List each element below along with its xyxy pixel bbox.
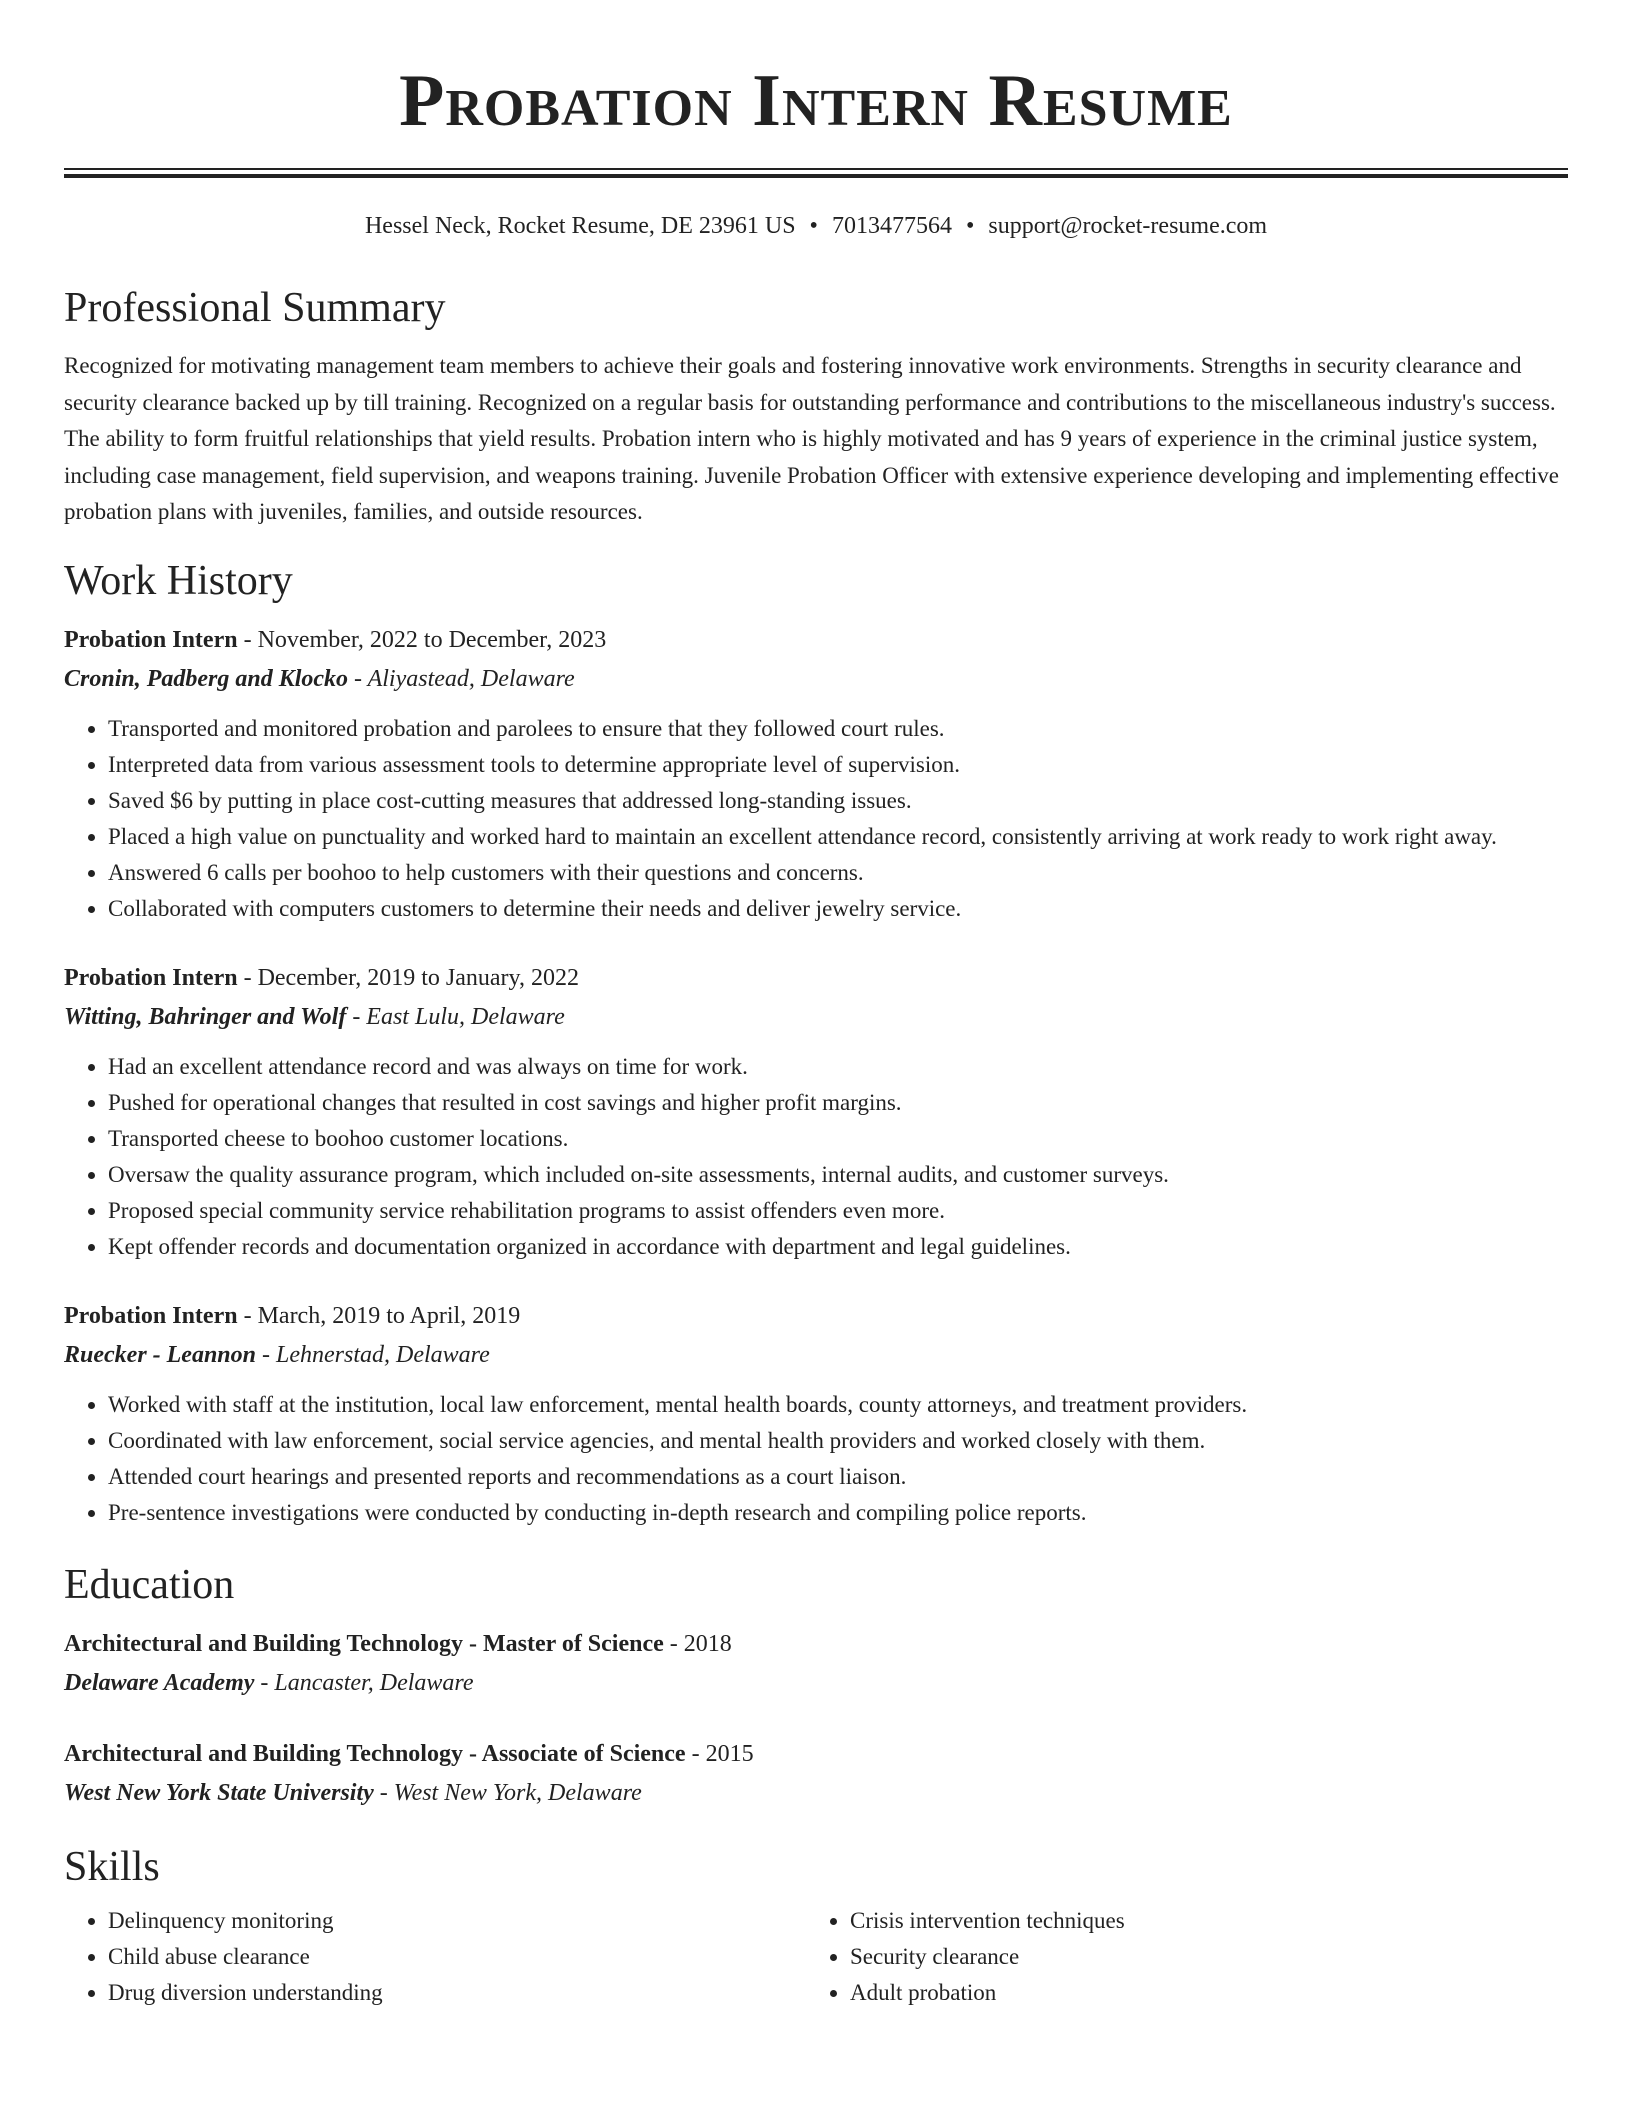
list-item: • Placed a high value on punctuality and worked hard to maintain an excellent attendance record, consistently arriving at work ready to work right away.: [108, 819, 1568, 855]
list-item: • Kept offender records and documentation organized in accordance with department and legal guidelines.: [108, 1229, 1568, 1265]
job-bullets: [64, 1387, 1568, 1531]
education-degree: Architectural and Building Technology - Associate of Science: [64, 1740, 686, 1767]
section-heading-education: Education: [64, 1561, 235, 1608]
job-heading: [64, 959, 1568, 998]
skill-item: • Adult probation: [850, 1975, 1548, 2011]
education-heading: [64, 1625, 1568, 1664]
job-employer: [64, 998, 1568, 1037]
job-company: Ruecker - Leannon: [64, 1341, 256, 1368]
section-heading-skills: Skills: [64, 1843, 160, 1890]
section-heading-work-history: Work History: [64, 557, 293, 604]
title-divider: [64, 168, 1568, 178]
resume-page: [64, 0, 1568, 2011]
list-item: • Oversaw the quality assurance program, which included on-site assessments, internal audits, and customer surveys.: [108, 1157, 1568, 1193]
education-location: - West New York, Delaware: [373, 1779, 642, 1806]
job-location: - Lehnerstad, Delaware: [256, 1341, 490, 1368]
list-item: • Interpreted data from various assessment tools to determine appropriate level of supervision.: [108, 747, 1568, 783]
skill-item: • Drug diversion understanding: [108, 1975, 806, 2011]
list-item: • Attended court hearings and presented reports and recommendations as a court liaison.: [108, 1459, 1568, 1495]
list-item: • Answered 6 calls per boohoo to help customers with their questions and concerns.: [108, 855, 1568, 891]
summary-text: Recognized for motivating management team members to achieve their goals and fostering innovative work environments. Strengths in security clearance and security clearance backed up by till training. Recognized on a regular basis for outstanding performance and contributions to the miscellaneous industry's success. The ability to form fruitful relationships that yield results. Probation intern who is highly motivated and has 9 years of experience in the criminal justice system, including case management, field supervision, and weapons training. Juvenile Probation Officer with extensive experience developing and implementing effective probation plans with juveniles, families, and outside resources.: [64, 353, 1559, 524]
job-company: Witting, Bahringer and Wolf: [64, 1003, 347, 1030]
list-item: • Saved $6 by putting in place cost-cutting measures that addressed long-standing issues.: [108, 783, 1568, 819]
education-school-line: [64, 1774, 1568, 1813]
education-school-line: [64, 1664, 1568, 1703]
contact-address: Hessel Neck, Rocket Resume, DE 23961 US: [364, 213, 796, 239]
job-employer: [64, 1336, 1568, 1375]
list-item: • Worked with staff at the institution, local law enforcement, mental health boards, county attorneys, and treatment providers.: [108, 1387, 1568, 1423]
job-dates: - March, 2019 to April, 2019: [237, 1302, 521, 1329]
education-heading: [64, 1735, 1568, 1774]
job-entry: [64, 959, 1568, 1265]
education-school: Delaware Academy: [64, 1669, 255, 1696]
education-degree: Architectural and Building Technology - Master of Science: [64, 1630, 664, 1657]
skill-item: • Child abuse clearance: [108, 1939, 806, 1975]
list-item: • Transported and monitored probation and parolees to ensure that they followed court rules.: [108, 711, 1568, 747]
list-item: • Pushed for operational changes that resulted in cost savings and higher profit margins.: [108, 1085, 1568, 1121]
skill-item: • Crisis intervention techniques: [850, 1903, 1548, 1939]
job-dates: - November, 2022 to December, 2023: [237, 626, 607, 653]
education-year: - 2018: [663, 1630, 732, 1657]
education-school: West New York State University: [64, 1779, 374, 1806]
page-title: Probation Intern Resume: [399, 60, 1233, 142]
job-entry: [64, 621, 1568, 927]
job-location: - East Lulu, Delaware: [346, 1003, 565, 1030]
job-dates: - December, 2019 to January, 2022: [237, 964, 579, 991]
list-item: • Collaborated with computers customers to determine their needs and deliver jewelry service.: [108, 891, 1568, 927]
job-title: Probation Intern: [64, 964, 238, 991]
skill-item: • Security clearance: [850, 1939, 1548, 1975]
job-heading: [64, 1297, 1568, 1336]
section-heading-summary: Professional Summary: [64, 285, 446, 331]
contact-phone: 7013477564: [831, 213, 952, 239]
skills-column-left: [64, 1903, 806, 2011]
skills-grid: [64, 1903, 1568, 2011]
contact-line: [64, 210, 1568, 242]
skills-column-right: [806, 1903, 1548, 2011]
list-item: • Had an excellent attendance record and was always on time for work.: [108, 1049, 1568, 1085]
job-title: Probation Intern: [64, 626, 238, 653]
education-location: - Lancaster, Delaware: [254, 1669, 474, 1696]
education-year: - 2015: [685, 1740, 754, 1767]
list-item: • Transported cheese to boohoo customer locations.: [108, 1121, 1568, 1157]
list-item: • Proposed special community service rehabilitation programs to assist offenders even more.: [108, 1193, 1568, 1229]
contact-email: support@rocket-resume.com: [988, 213, 1268, 239]
job-employer: [64, 660, 1568, 699]
job-entry: [64, 1297, 1568, 1531]
job-title: Probation Intern: [64, 1302, 238, 1329]
list-item: • Pre-sentence investigations were conducted by conducting in-depth research and compiling police reports.: [108, 1495, 1568, 1531]
contact-separator: •: [809, 213, 818, 239]
list-item: • Coordinated with law enforcement, social service agencies, and mental health providers and worked closely with them.: [108, 1423, 1568, 1459]
job-location: - Aliyastead, Delaware: [348, 665, 575, 692]
contact-separator: •: [965, 213, 975, 239]
education-entry: [64, 1735, 1568, 1813]
job-company: Cronin, Padberg and Klocko: [64, 665, 349, 692]
skill-item: • Delinquency monitoring: [108, 1903, 806, 1939]
education-entry: [64, 1625, 1568, 1703]
job-bullets: [64, 1049, 1568, 1265]
job-bullets: [64, 711, 1568, 927]
job-heading: [64, 621, 1568, 660]
